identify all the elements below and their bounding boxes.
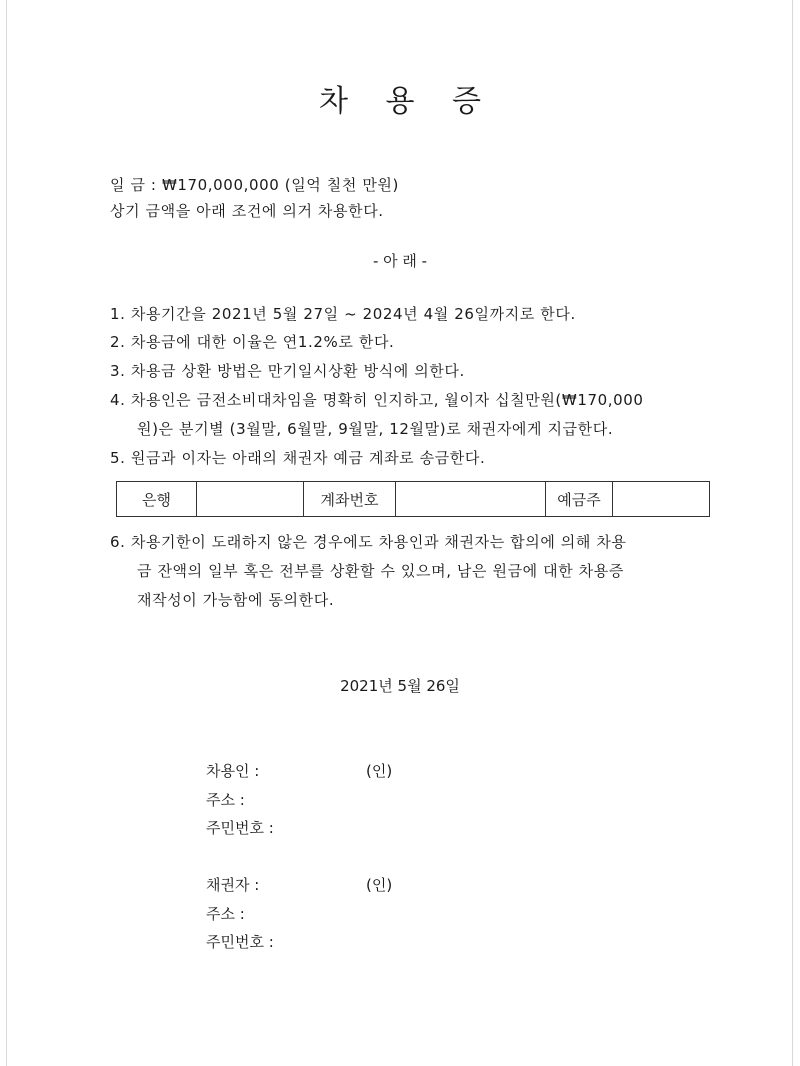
item-6-continued-1: 금 잔액의 일부 혹은 전부를 상환할 수 있으며, 남은 원금에 대한 차용증 (137, 562, 624, 580)
document-title: 차 용 증 (318, 84, 495, 119)
item-2: 2. 차용금에 대한 이율은 연1.2%로 한다. (110, 333, 395, 351)
page-edge-left (6, 0, 7, 1066)
item-5: 5. 원금과 이자는 아래의 채권자 예금 계좌로 송금한다. (110, 449, 486, 467)
borrower-seal: (인) (366, 762, 393, 780)
borrower-address-label: 주소 : (206, 791, 245, 809)
lender-id-label: 주민번호 : (206, 933, 274, 951)
bank-value (197, 482, 304, 517)
account-number-label: 계좌번호 (304, 482, 396, 517)
account-holder-value (613, 482, 710, 517)
amount-line: 일 금 : ₩170,000,000 (일억 칠천 만원) (110, 176, 399, 194)
account-table-row (117, 482, 710, 517)
account-holder-label: 예금주 (546, 482, 613, 517)
document-date: 2021년 5월 26일 (340, 677, 460, 695)
page-edge-right (792, 0, 793, 1066)
item-6-continued-2: 재작성이 가능함에 동의한다. (137, 591, 335, 609)
below-marker: - 아 래 - (372, 252, 428, 270)
account-number-value (396, 482, 546, 517)
lender-name-label: 채권자 : (206, 876, 260, 894)
item-1: 1. 차용기간을 2021년 5월 27일 ~ 2024년 4월 26일까지로 한다. (110, 305, 576, 323)
intro-line: 상기 금액을 아래 조건에 의거 차용한다. (110, 202, 384, 220)
bank-label: 은행 (117, 482, 197, 517)
item-4: 4. 차용인은 금전소비대차임을 명확히 인지하고, 월이자 십칠만원(₩170,000 (110, 391, 644, 409)
item-4-continued: 원)은 분기별 (3월말, 6월말, 9월말, 12월말)로 채권자에게 지급한다. (137, 420, 614, 438)
lender-seal: (인) (366, 876, 393, 894)
item-6: 6. 차용기한이 도래하지 않은 경우에도 차용인과 채권자는 합의에 의해 차용 (110, 533, 627, 551)
account-table (116, 481, 710, 517)
lender-address-label: 주소 : (206, 905, 245, 923)
borrower-id-label: 주민번호 : (206, 819, 274, 837)
item-3: 3. 차용금 상환 방법은 만기일시상환 방식에 의한다. (110, 362, 465, 380)
borrower-name-label: 차용인 : (206, 762, 260, 780)
